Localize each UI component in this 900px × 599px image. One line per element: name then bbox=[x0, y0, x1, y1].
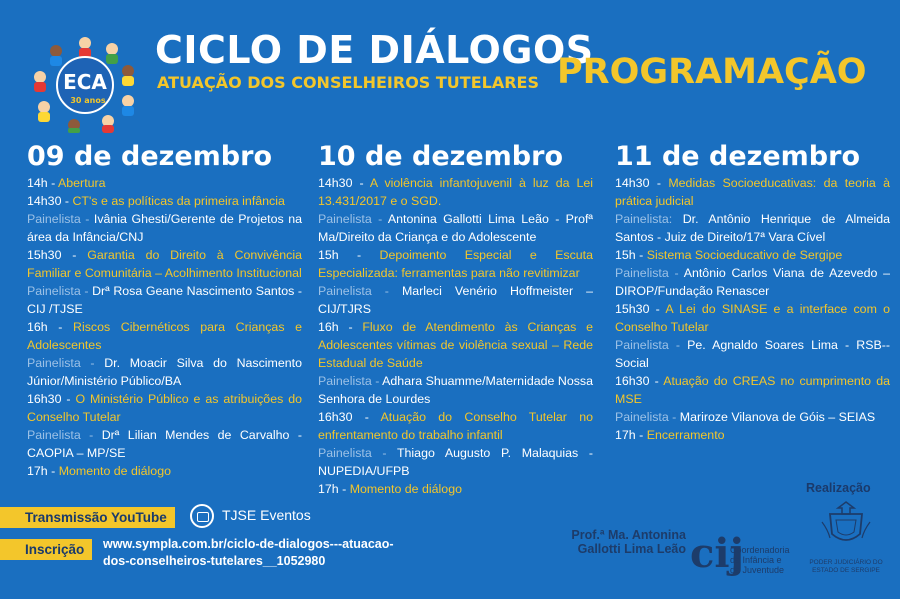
entry-separator: - bbox=[80, 212, 94, 226]
entry-separator: : bbox=[668, 212, 683, 226]
session-time: 14h30 bbox=[318, 176, 353, 190]
entry-separator: - bbox=[668, 338, 688, 352]
panelist-label: Painelista bbox=[27, 284, 81, 298]
entry-separator: - bbox=[80, 356, 105, 370]
panelist-name: Ivânia Ghesti/Gerente de Projetos na área da Infância/CNJ bbox=[27, 212, 302, 244]
realizacao-label: Realização bbox=[806, 481, 871, 495]
panelist-name: Mariroze Vilanova de Góis – SEIAS bbox=[679, 410, 876, 424]
panelist-entry bbox=[27, 426, 302, 462]
entry-separator: - bbox=[371, 284, 402, 298]
eca-logo-text: ECA bbox=[63, 70, 107, 94]
session-entry bbox=[318, 408, 593, 444]
panelist-entry bbox=[615, 408, 890, 426]
eca-logo-sub: 30 anos bbox=[70, 96, 106, 105]
transmissao-row bbox=[0, 506, 175, 528]
tjse-seal-icon bbox=[820, 500, 872, 548]
session-title: Atuação do Conselho Tutelar no enfrentamento do trabalho infantil bbox=[318, 410, 593, 442]
entry-separator: - bbox=[61, 194, 73, 208]
entry-separator: - bbox=[338, 320, 363, 334]
session-time: 14h30 bbox=[615, 176, 650, 190]
session-time: 16h30 bbox=[318, 410, 353, 424]
panelist-label: Painelista bbox=[318, 446, 372, 460]
panelist-entry bbox=[615, 210, 890, 246]
panelist-label: Painelista bbox=[27, 428, 81, 442]
panelist-name: Drª Lilian Mendes de Carvalho - CAOPIA – MP/SE bbox=[27, 428, 302, 460]
session-title: Momento de diálogo bbox=[58, 464, 171, 478]
session-time: 15h30 bbox=[615, 302, 650, 316]
programacao-heading: PROGRAMAÇÃO bbox=[557, 52, 867, 92]
session-time: 16h bbox=[318, 320, 339, 334]
panelist-label: Painelista bbox=[27, 356, 81, 370]
session-time: 17h bbox=[615, 428, 636, 442]
panelist-name: Pe. Agnaldo Soares Lima - RSB--Social bbox=[615, 338, 891, 370]
session-entry bbox=[318, 174, 593, 210]
transmissao-label: Transmissão YouTube bbox=[0, 507, 175, 528]
session-title: Momento de diálogo bbox=[349, 482, 462, 496]
session-title: Abertura bbox=[58, 176, 106, 190]
entry-separator: - bbox=[47, 176, 59, 190]
day-column-3 bbox=[615, 141, 890, 444]
session-entry bbox=[615, 246, 890, 264]
panelist-label: Painelista bbox=[615, 410, 669, 424]
cij-text bbox=[730, 545, 790, 575]
session-title: Sistema Socioeducativo de Sergipe bbox=[646, 248, 843, 262]
entry-separator: - bbox=[80, 284, 93, 298]
session-entry bbox=[27, 174, 302, 192]
cij-logo: cij bbox=[690, 530, 745, 577]
entry-separator: - bbox=[635, 248, 647, 262]
inscricao-url-line2: dos-conselheiros-tutelares__1052980 bbox=[103, 554, 326, 568]
tjse-text: PODER JUDICIÁRIO DO ESTADO DE SERGIPE bbox=[809, 559, 883, 574]
session-entry bbox=[27, 462, 302, 480]
day-heading: 09 de dezembro bbox=[27, 141, 273, 172]
panelist-entry bbox=[27, 354, 302, 390]
eca-logo bbox=[30, 33, 140, 133]
entry-separator: - bbox=[668, 266, 684, 280]
panelist-name: Marleci Venério Hoffmeister – CIJ/TJRS bbox=[318, 284, 594, 316]
cij-text-line3: da Juventude bbox=[730, 565, 785, 575]
panelist-label: Painelista bbox=[615, 338, 669, 352]
youtube-play-icon bbox=[190, 504, 214, 528]
panelist-entry bbox=[27, 282, 302, 318]
session-time: 16h30 bbox=[615, 374, 650, 388]
entry-separator: - bbox=[47, 464, 59, 478]
session-entry bbox=[27, 318, 302, 354]
entry-separator: - bbox=[338, 482, 350, 496]
cij-text-line1: Coordenadoria bbox=[730, 545, 790, 555]
entry-separator: - bbox=[80, 428, 102, 442]
session-time: 16h bbox=[27, 320, 48, 334]
inscricao-row bbox=[0, 538, 92, 560]
session-title: Fluxo de Atendimento às Crianças e Adolescentes vítimas de violência sexual – Rede Estadual de Saúde bbox=[318, 320, 593, 370]
panelist-entry bbox=[27, 210, 302, 246]
profa-credit: Prof.ª Ma. Antonina Gallotti Lima Leão bbox=[571, 528, 686, 556]
panelist-entry bbox=[615, 336, 890, 372]
panelist-label: Painelista bbox=[615, 212, 669, 226]
entry-separator: - bbox=[61, 392, 76, 406]
day-column-1 bbox=[27, 141, 302, 480]
entry-separator: - bbox=[61, 248, 88, 262]
session-title: Encerramento bbox=[646, 428, 725, 442]
panelist-name: Adhara Shuamme/Maternidade Nossa Senhora de Lourdes bbox=[318, 374, 593, 406]
entry-separator: - bbox=[649, 302, 666, 316]
cij-text-line2: da Infância e bbox=[730, 555, 782, 565]
panelist-label: Painelista bbox=[318, 212, 372, 226]
event-title: CICLO DE DIÁLOGOS bbox=[155, 28, 594, 72]
panelist-name: Antônio Carlos Viana de Azevedo – DIROP/Fundação Renascer bbox=[615, 266, 891, 298]
session-entry bbox=[318, 246, 593, 282]
youtube-channel-link[interactable]: TJSE Eventos bbox=[222, 507, 311, 523]
day-heading: 10 de dezembro bbox=[318, 141, 564, 172]
session-time: 17h bbox=[27, 464, 48, 478]
session-entry bbox=[615, 174, 890, 210]
session-title: CT's e as políticas da primeira infância bbox=[72, 194, 285, 208]
session-title: A violência infantojuvenil à luz da Lei 13.431/2017 e o SGD. bbox=[318, 176, 593, 208]
session-title: Garantia do Direito à Convivência Familiar e Comunitária – Acolhimento Institucional bbox=[27, 248, 302, 280]
inscricao-url-line1: www.sympla.com.br/ciclo-de-dialogos---atuacao- bbox=[103, 537, 394, 551]
entry-separator: - bbox=[352, 176, 370, 190]
session-title: Atuação do CREAS no cumprimento da MSE bbox=[615, 374, 890, 406]
session-title: O Ministério Público e as atribuições do Conselho Tutelar bbox=[27, 392, 302, 424]
panelist-label: Painelista bbox=[318, 374, 372, 388]
panelist-entry bbox=[318, 282, 593, 318]
panelist-entry bbox=[318, 372, 593, 408]
panelist-entry bbox=[318, 444, 593, 480]
entry-separator: - bbox=[338, 248, 380, 262]
session-time: 15h bbox=[615, 248, 636, 262]
entry-separator: - bbox=[371, 212, 388, 226]
session-time: 14h bbox=[27, 176, 48, 190]
entry-separator: - bbox=[649, 374, 664, 388]
session-entry bbox=[615, 300, 890, 336]
session-entry bbox=[318, 480, 593, 498]
session-entry bbox=[615, 372, 890, 408]
entry-separator: - bbox=[649, 176, 669, 190]
panelist-name: Dr. Antônio Henrique de Almeida Santos - Juiz de Direito/17ª Vara Cível bbox=[615, 212, 891, 244]
session-entry bbox=[27, 192, 302, 210]
session-entry bbox=[27, 246, 302, 282]
inscricao-label: Inscrição bbox=[0, 539, 92, 560]
panelist-name: Antonina Gallotti Lima Leão - Profª Ma/Direito da Criança e do Adolescente bbox=[318, 212, 593, 244]
session-time: 14h30 bbox=[27, 194, 62, 208]
panelist-label: Painelista bbox=[318, 284, 372, 298]
session-time: 15h30 bbox=[27, 248, 62, 262]
session-time: 15h bbox=[318, 248, 339, 262]
event-subtitle: ATUAÇÃO DOS CONSELHEIROS TUTELARES bbox=[157, 73, 539, 92]
session-entry bbox=[27, 390, 302, 426]
panelist-name: Thiago Augusto P. Malaquias - NUPEDIA/UFPB bbox=[318, 446, 593, 478]
entry-separator: - bbox=[371, 374, 383, 388]
panelist-label: Painelista bbox=[615, 266, 669, 280]
session-time: 17h bbox=[318, 482, 339, 496]
panelist-entry bbox=[318, 210, 593, 246]
session-entry bbox=[318, 318, 593, 372]
panelist-entry bbox=[615, 264, 890, 300]
panelist-name: Drª Rosa Geane Nascimento Santos - CIJ /TJSE bbox=[27, 284, 303, 316]
inscricao-url-link[interactable] bbox=[103, 536, 394, 570]
session-title: Medidas Socioeducativas: da teoria à prática judicial bbox=[615, 176, 890, 208]
session-entry bbox=[615, 426, 890, 444]
day-heading: 11 de dezembro bbox=[615, 141, 861, 172]
entry-separator: - bbox=[635, 428, 647, 442]
day-column-2 bbox=[318, 141, 593, 498]
panelist-label: Painelista bbox=[27, 212, 81, 226]
session-title: A Lei do SINASE e a interface com o Conselho Tutelar bbox=[615, 302, 890, 334]
session-title: Riscos Cibernéticos para Crianças e Adolescentes bbox=[27, 320, 302, 352]
entry-separator: - bbox=[371, 446, 397, 460]
entry-separator: - bbox=[668, 410, 680, 424]
session-title: Depoimento Especial e Escuta Especializada: ferramentas para não revitimizar bbox=[318, 248, 594, 280]
panelist-name: Dr. Moacir Silva do Nascimento Júnior/Ministério Público/BA bbox=[27, 356, 302, 388]
entry-separator: - bbox=[47, 320, 73, 334]
session-time: 16h30 bbox=[27, 392, 62, 406]
entry-separator: - bbox=[352, 410, 381, 424]
